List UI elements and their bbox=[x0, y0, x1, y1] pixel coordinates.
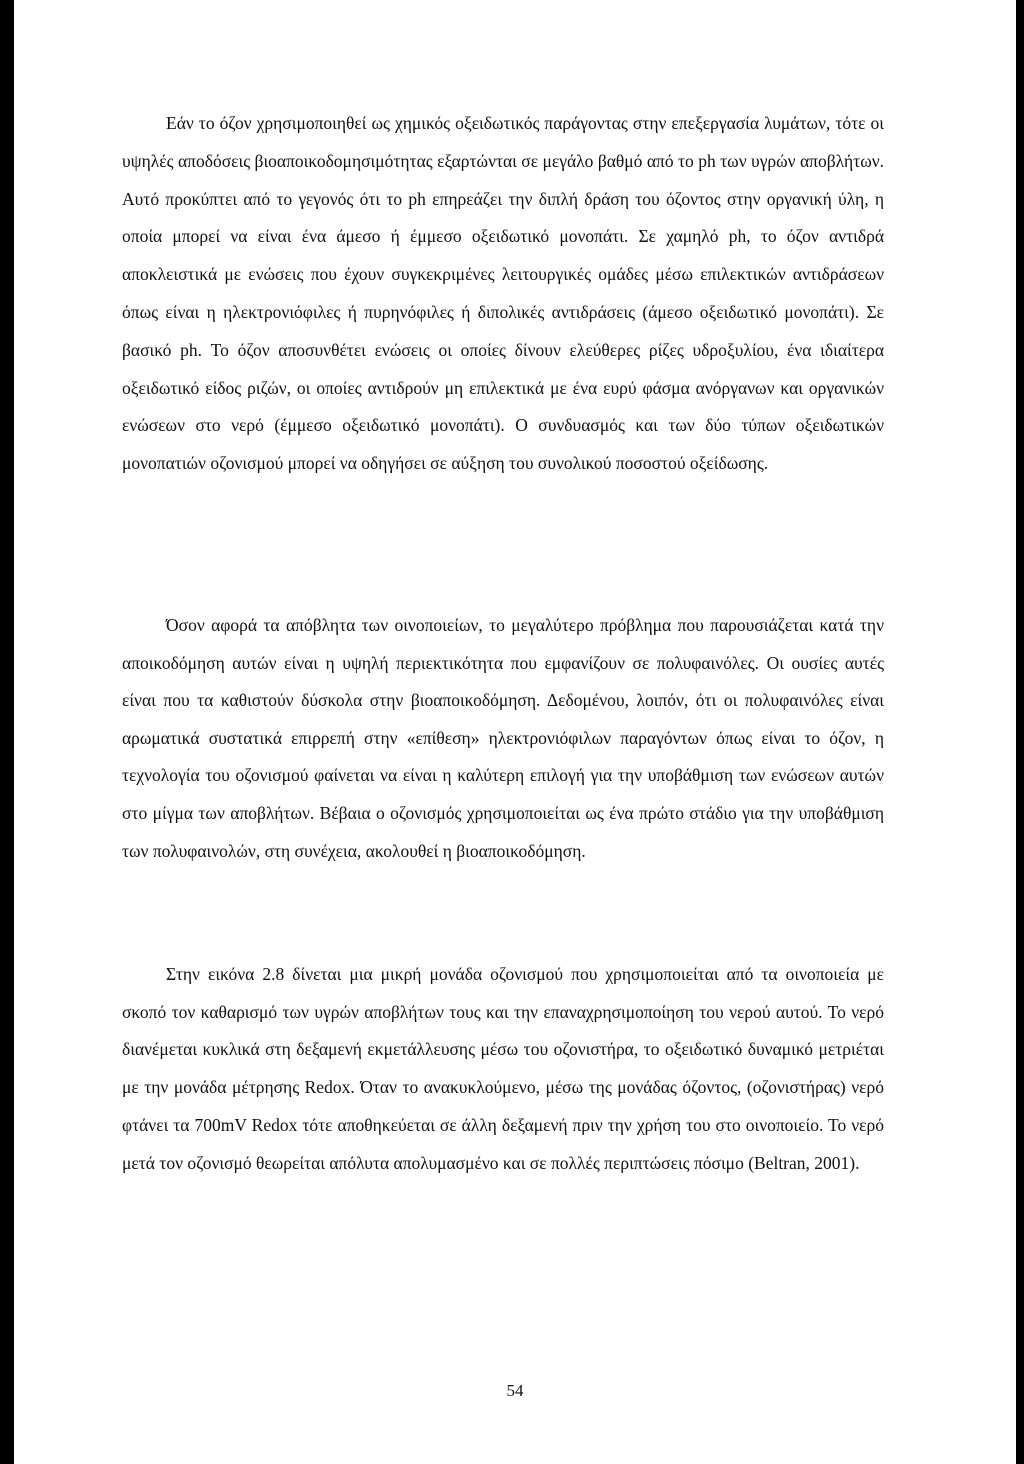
paragraph-ozonation-unit: Στην εικόνα 2.8 δίνεται μια μικρή μονάδα οζονισμού που χρησιμοποιείται από τα οινοποιεία με σκοπό τον καθαρισμό των υγρών αποβλήτων τους και την επαναχρησιμοποίηση του νερού αυτού. Το νερό διανέμεται κυκλικά στη δεξαμενή εκμετάλλευσης μέσω του οζονιστήρα, το οξειδωτικό δυναμικό μετριέται με την μονάδα μέτρησης Redox. Όταν το ανακυκλούμενο, μέσω της μονάδας όζοντος, (οζονιστήρας) νερό φτάνει τα 700mV Redox τότε αποθηκεύεται σε άλλη δεξαμενή πριν την χρήση του στο οινοποιείο. Το νερό μετά τον οζονισμό θεωρείται απόλυτα απολυμασμένο και σε πολλές περιπτώσεις πόσιμο (Beltran, 2001). bbox=[122, 964, 884, 1173]
page-number: 54 bbox=[506, 1381, 524, 1400]
paragraph-ozone-ph: Εάν το όζον χρησιμοποιηθεί ως χημικός οξειδωτικός παράγοντας στην επεξεργασία λυμάτων, τότε οι υψηλές αποδόσεις βιοαποικοδομησιμότητας εξαρτώνται σε μεγάλο βαθμό από το ph των υγρών αποβλήτων. Αυτό προκύπτει από το γεγονός ότι το ph επηρεάζει την διπλή δράση του όζοντος στην οργανική ύλη, η οποία μπορεί να είναι ένα άμεσο ή έμμεσο οξειδωτικό μονοπάτι. Σε χαμηλό ph, το όζον αντιδρά αποκλειστικά με ενώσεις που έχουν συγκεκριμένες λειτουργικές ομάδες μέσω επιλεκτικών αντιδράσεων όπως είναι η ηλεκτρονιόφιλες ή πυρηνόφιλες ή διπολικές αντιδράσεις (άμεσο οξειδωτικό μονοπάτι). Σε βασικό ph. Το όζον αποσυνθέτει ενώσεις οι οποίες δίνουν ελεύθερες ρίζες υδροξυλίου, ένα ιδιαίτερα οξειδωτικό είδος ριζών, οι οποίες αντιδρούν μη επιλεκτικά με ένα ευρύ φάσμα ανόργανων και οργανικών ενώσεων στο νερό (έμμεσο οξειδωτικό μονοπάτι). Ο συνδυασμός και των δύο τύπων οξειδωτικών μονοπατιών οζονισμού μπορεί να οδηγήσει σε αύξηση του συνολικού ποσοστού οξείδωσης. bbox=[122, 113, 884, 474]
paragraph-winery-waste: Όσον αφορά τα απόβλητα των οινοποιείων, το μεγαλύτερο πρόβλημα που παρουσιάζεται κατά την αποικοδόμηση αυτών είναι η υψηλή περιεκτικότητα που εμφανίζουν σε πολυφαινόλες. Οι ουσίες αυτές είναι που τα καθιστούν δύσκολα στην βιοαποικοδόμηση. Δεδομένου, λοιπόν, ότι οι πολυφαινόλες είναι αρωματικά συστατικά επιρρεπή στην «επίθεση» ηλεκτρονιόφιλων παραγόντων όπως είναι το όζον, η τεχνολογία του οζονισμού φαίνεται να είναι η καλύτερη επιλογή για την υποβάθμιση των ενώσεων αυτών στο μίγμα των αποβλήτων. Βέβαια ο οζονισμός χρησιμοποιείται ως ένα πρώτο στάδιο για την υποβάθμιση των πολυφαινολών, στη συνέχεια, ακολουθεί η βιοαποικοδόμηση. bbox=[122, 615, 884, 861]
document-page bbox=[14, 0, 1016, 1464]
